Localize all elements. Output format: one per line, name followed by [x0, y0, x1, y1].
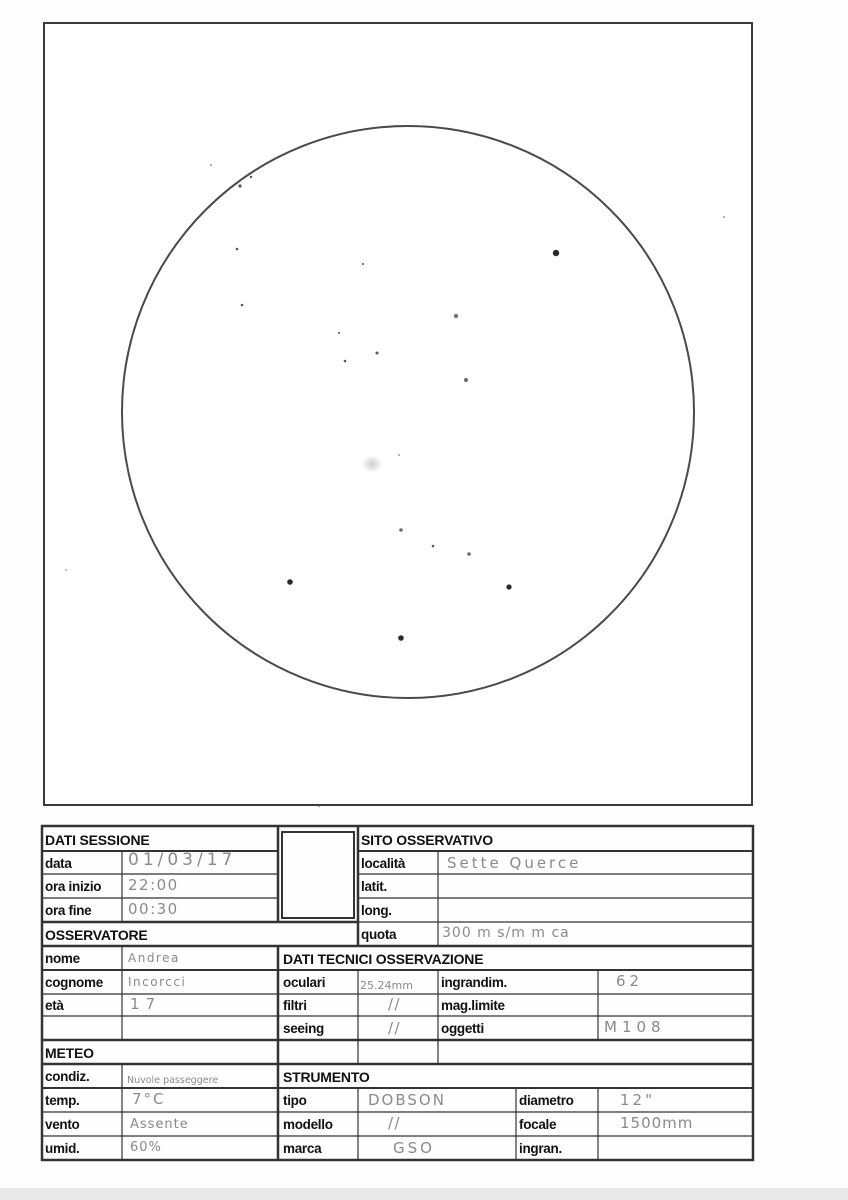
sito-title: SITO OSSERVATIVO — [361, 832, 493, 848]
umid-label: umid. — [45, 1141, 80, 1156]
ingrandim-value[interactable]: 62 — [616, 972, 644, 990]
ingrandim-label: ingrandim. — [441, 975, 508, 990]
ingran-label: ingran. — [519, 1141, 562, 1156]
data-label: data — [45, 856, 72, 871]
diametro-value[interactable]: 12" — [620, 1091, 655, 1109]
seeing-label: seeing — [283, 1021, 324, 1036]
filtri-value[interactable]: // — [388, 995, 402, 1013]
cognome-value[interactable]: Incorcci — [128, 975, 187, 989]
filtri-label: filtri — [283, 998, 307, 1013]
quota-label: quota — [361, 927, 397, 942]
condiz-value[interactable]: Nuvole passeggere — [127, 1075, 219, 1086]
vento-label: vento — [45, 1117, 80, 1132]
ora-fine-label: ora fine — [45, 903, 92, 918]
tipo-value[interactable]: DOBSON — [368, 1091, 446, 1109]
localita-label: località — [361, 856, 406, 871]
diametro-label: diametro — [519, 1093, 574, 1108]
dati-tecnici-title: DATI TECNICI OSSERVAZIONE — [283, 951, 484, 967]
modello-label: modello — [283, 1117, 333, 1132]
ora-inizio-label: ora inizio — [45, 879, 102, 894]
focale-label: focale — [519, 1117, 557, 1132]
oculari-value[interactable]: 25.24mm — [360, 979, 413, 992]
cognome-label: cognome — [45, 975, 103, 990]
data-value[interactable]: 01/03/17 — [128, 850, 237, 870]
temp-value[interactable]: 7°C — [132, 1090, 166, 1108]
oculari-label: oculari — [283, 975, 326, 990]
quota-value[interactable]: 300 m s/m m ca — [442, 925, 570, 941]
marca-label: marca — [283, 1141, 322, 1156]
meteo-title: METEO — [45, 1045, 94, 1061]
marca-value[interactable]: GSO — [393, 1139, 435, 1157]
modello-value[interactable]: // — [388, 1114, 402, 1132]
umid-value[interactable]: 60% — [130, 1140, 162, 1155]
eta-value[interactable]: 17 — [130, 995, 162, 1013]
seeing-value[interactable]: // — [388, 1019, 402, 1037]
latit-label: latit. — [361, 879, 387, 894]
ora-fine-value[interactable]: 00:30 — [128, 900, 179, 918]
osservatore-title: OSSERVATORE — [45, 927, 148, 943]
eta-label: età — [45, 998, 64, 1013]
temp-label: temp. — [45, 1093, 80, 1108]
focale-value[interactable]: 1500mm — [620, 1114, 694, 1132]
tipo-label: tipo — [283, 1093, 307, 1108]
maglimite-label: mag.limite — [441, 998, 505, 1013]
dati-sessione-title: DATI SESSIONE — [45, 832, 150, 848]
condiz-label: condiz. — [45, 1069, 90, 1084]
oggetti-label: oggetti — [441, 1021, 484, 1036]
ora-inizio-value[interactable]: 22:00 — [128, 876, 179, 894]
nome-label: nome — [45, 951, 80, 966]
vento-value[interactable]: Assente — [130, 1117, 189, 1132]
nome-value[interactable]: Andrea — [128, 951, 180, 965]
localita-value[interactable]: Sette Querce — [447, 854, 582, 872]
long-label: long. — [361, 903, 392, 918]
oggetti-value[interactable]: M108 — [604, 1018, 666, 1036]
strumento-title: STRUMENTO — [283, 1069, 370, 1085]
